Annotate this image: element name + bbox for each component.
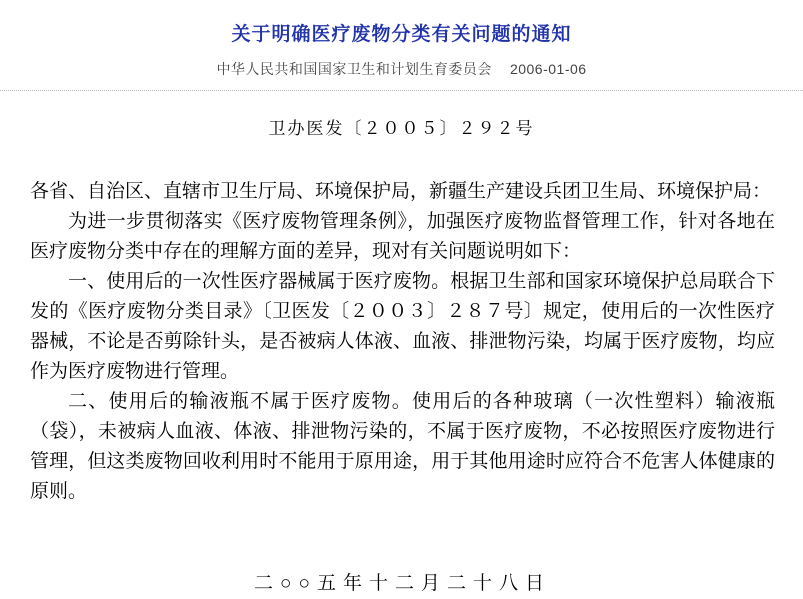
publish-date: 2006-01-06 [509,61,587,77]
document-header [0,0,803,79]
salutation: 各省、自治区、直辖市卫生厅局、环境保护局，新疆生产建设兵团卫生局、环境保护局： [30,181,772,202]
page-title: 关于明确医疗废物分类有关问题的通知 [231,24,572,45]
document-body [30,177,775,599]
paragraph-item-2: 二、使用后的输液瓶不属于医疗废物。使用后的各种玻璃（一次性塑料）输液瓶（袋），未被病人血液、体液、排泄物污染的，不属于医疗废物，不必按照医疗废物进行管理，但这类废物回收利用时不能用于原用途，用于其他用途时应符合不危害人体健康的原则。 [30,391,775,502]
document-number: 卫办医发〔２００５〕２９２号 [268,119,535,138]
issuing-agency: 中华人民共和国国家卫生和计划生育委员会 [216,61,492,77]
header-meta [0,59,803,79]
paragraph-intro: 为进一步贯彻落实《医疗废物管理条例》，加强医疗废物监督管理工作，针对各地在医疗废物分类中存在的理解方面的差异，现对有关问题说明如下： [30,211,775,262]
sign-date: 二○○五年十二月二十八日 [254,573,551,594]
paragraph-item-1: 一、使用后的一次性医疗器械属于医疗废物。根据卫生部和国家环境保护总局联合下发的《医疗废物分类目录》〔卫医发〔２００３〕２８７号〕规定，使用后的一次性医疗器械，不论是否剪除针头，是否被病人体液、血液、排泄物污染，均属于医疗废物，均应作为医疗废物进行管理。 [30,271,775,382]
dotted-divider [0,90,803,91]
